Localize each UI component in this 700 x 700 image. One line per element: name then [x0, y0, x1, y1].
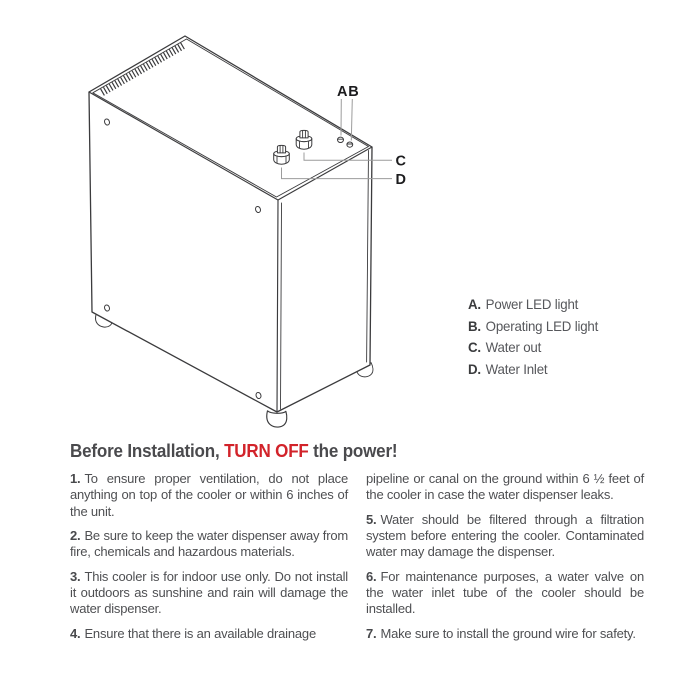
instruction-7 — [366, 626, 644, 642]
callout-label-c: C — [395, 153, 406, 170]
instruction-text: Ensure that there is an available drainage — [84, 625, 316, 641]
heading-text-before: Before Installation, — [70, 440, 225, 461]
section-heading — [70, 440, 397, 462]
instruction-5 — [366, 512, 644, 561]
legend-letter: A. — [468, 296, 481, 312]
instruction-text: This cooler is for indoor use only. Do not install it outdoors as sunshine and rain will damage the water dispenser. — [70, 568, 348, 617]
legend-item-b — [468, 316, 598, 338]
legend-item-a — [468, 294, 598, 316]
heading-text-after: the power! — [308, 440, 398, 461]
instruction-number: 1. — [70, 471, 81, 486]
legend-letter: C. — [468, 339, 481, 355]
callout-label-b: B — [348, 84, 359, 100]
power-led-hole — [338, 137, 344, 142]
legend-label: Power LED light — [485, 296, 579, 312]
callout-label-a: A — [337, 84, 348, 100]
instruction-text: Water should be filtered through a filtration system before entering the cooler. Contaminated water may damage the dispenser. — [366, 511, 644, 560]
legend-label: Water out — [485, 339, 542, 355]
cooler-cabinet — [89, 36, 372, 412]
parts-legend — [468, 294, 598, 380]
instruction-number: 4. — [70, 625, 81, 641]
foot-front — [267, 411, 287, 427]
instruction-3 — [70, 569, 348, 618]
instruction-number: 6. — [366, 568, 377, 584]
instructions-column-left — [70, 471, 348, 650]
legend-letter: D. — [468, 360, 481, 377]
instruction-text: To ensure proper ventilation, do not place anything on top of the cooler or within 6 inches of the unit. — [70, 471, 348, 519]
instruction-4 — [70, 626, 348, 642]
heading-warning-text: TURN OFF — [224, 440, 309, 461]
legend-item-c — [468, 337, 598, 359]
instructions-column-right — [366, 471, 644, 650]
instruction-2 — [70, 528, 348, 561]
instruction-1 — [70, 471, 348, 520]
instruction-number: 2. — [70, 528, 81, 544]
instruction-4-continued — [366, 471, 644, 504]
instruction-text: Make sure to install the ground wire for safety. — [380, 625, 636, 641]
instruction-text: For maintenance purposes, a water valve on the water inlet tube of the cooler should be installed. — [366, 568, 644, 617]
legend-item-d — [468, 359, 598, 381]
legend-letter: B. — [468, 317, 481, 334]
instruction-number: 3. — [70, 568, 81, 584]
instruction-6 — [366, 569, 644, 618]
instruction-number: 7. — [366, 625, 377, 641]
callout-label-d: D — [395, 172, 406, 188]
instruction-text: pipeline or canal on the ground within 6 ½ feet of the cooler in case the water dispenser leaks. — [366, 471, 644, 503]
legend-label: Water Inlet — [485, 360, 548, 377]
instruction-text: Be sure to keep the water dispenser away from fire, chemicals and hazardous materials. — [70, 528, 348, 560]
legend-label: Operating LED light — [485, 317, 599, 334]
instruction-number: 5. — [366, 511, 377, 527]
operating-led-hole — [347, 142, 353, 147]
